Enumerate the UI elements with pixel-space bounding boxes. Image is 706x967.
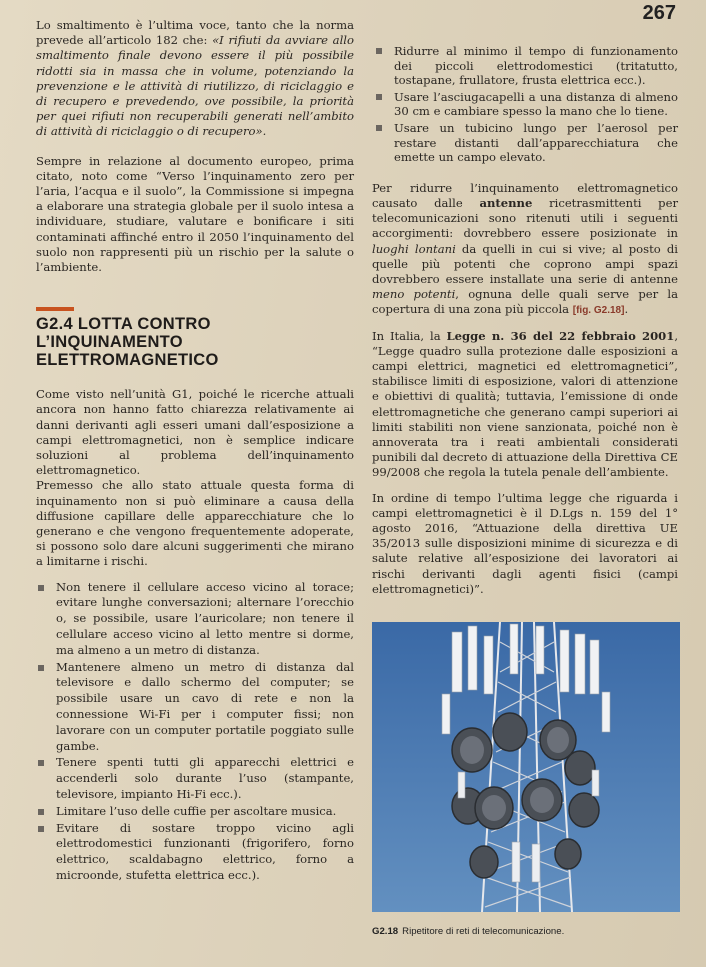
list-item-text: Usare l’asciugacapelli a una distanza di almeno 30 cm e cambiare spesso la mano che lo tiene.: [394, 89, 678, 119]
paragraph-waste-disposal: [36, 18, 354, 140]
section-title: [36, 315, 354, 369]
paragraph-premise: Premesso che allo stato attuale questa forma di inquinamento non si può eliminare a causa della diffusione capillare delle apparecchiature che lo generano e che vengono frequentemente adoperate, si possono solo dare alcuni suggerimenti che mirano a limitarne i rischi.: [36, 478, 354, 569]
list-item: [372, 90, 678, 119]
caption-text: Ripetitore di reti di telecomunicazione.: [402, 926, 565, 937]
emphasis-text: meno potenti: [372, 287, 456, 302]
paragraph-text: Per ridurre l’inquinamento elettromagnetico causato dalle: [372, 180, 678, 210]
list-item: [36, 755, 354, 802]
list-item-text: Tenere spenti tutti gli apparecchi elettrici e accenderli solo durante l’uso (stampante, televisore, impianto Hi-Fi ecc.).: [56, 755, 354, 802]
telecom-tower-photo: [372, 622, 680, 912]
keyword-antenne: antenne: [479, 195, 533, 210]
bullet-square-icon: [38, 760, 44, 766]
section-title-line: LOTTA CONTRO: [77, 315, 211, 334]
section-title-line: L’INQUINAMENTO: [36, 333, 183, 352]
paragraph-text: .: [624, 302, 629, 317]
list-item: [36, 660, 354, 755]
page-number: 267: [642, 2, 676, 24]
bullet-square-icon: [38, 809, 44, 815]
list-item: [36, 804, 354, 820]
paragraph-antennas: [372, 181, 678, 319]
list-item-text: Evitare di sostare troppo vicino agli elettrodomestici funzionanti (frigorifero, forno elettrico, scaldabagno elettrico, forno a microonde, stufetta elettrica ecc.).: [56, 820, 354, 883]
figure-caption: [372, 926, 692, 937]
section-title-line: ELETTROMAGNETICO: [36, 351, 219, 370]
paragraph-soil-strategy: Sempre in relazione al documento europeo, prima citato, noto come “Verso l’inquinamento zero per l’aria, l’acqua e il suolo”, la Commissione si impegna a elaborare una strategia globale per il suolo intesa a individuare, studiare, valutare e bonificare i siti contaminati affinché entro il 2050 l’inquinamento del suolo non rappresenti più un rischio per la salute o l’ambiente.: [36, 153, 354, 275]
paragraph-dlgs-2016: In ordine di tempo l’ultima legge che riguarda i campi elettromagnetici è il D.Lgs n. 159 del 1° agosto 2016, “Attuazione della direttiva UE 35/2013 sulle disposizioni minime di sicurezza e di salute relative all’esposizione dei lavoratori ai rischi derivanti dagli agenti fisici (campi elettromagnetici)”.: [372, 490, 678, 596]
paragraph-text: Lo smaltimento è l’ultima voce, tanto che la norma prevede all’articolo 182 che:: [36, 18, 354, 48]
list-item-text: Mantenere almeno un metro di distanza dal televisore e dallo schermo del computer; se possibile usare un cavo di rete e non la connessione Wi-Fi per i computer fissi; non lavorare con un computer portatile poggiato sulle gambe.: [56, 659, 354, 753]
list-item: [36, 580, 354, 659]
figure-reference-link[interactable]: [fig. G2.18]: [572, 305, 625, 317]
list-item-text: Non tenere il cellulare acceso vicino al torace; evitare lunghe conversazioni; alternare l’orecchio o, se possibile, usare l’auricolare; non tenere il cellulare acceso vicino al letto mentre si dorme, ma almeno a un metro di distanza.: [56, 579, 354, 657]
bullet-square-icon: [38, 665, 44, 671]
paragraph-text: ricetrasmittenti per telecomunicazioni sono ritenuti utili i seguenti accorgimenti: dovrebbero essere posizionate in: [372, 195, 679, 241]
heading-accent-bar: [36, 307, 74, 311]
emphasis-text: luoghi lontani: [372, 241, 456, 256]
law-quote: «I rifiuti da avviare allo smaltimento finale devono essere il più possibile ridotti sia in massa che in volume, potenziando la prevenzione e le attività di riutilizzo, di riciclaggio e di recupero e prevedendo, ove possibile, la priorità per quei rifiuti non recuperabili generati nell’ambito di attività di riciclaggio o di recupero».: [36, 33, 354, 139]
list-item-text: Ridurre al minimo il tempo di funzionamento dei piccoli elettrodomestici (tritatutto, tostapane, frullatore, frusta elettrica ecc.).: [394, 44, 678, 88]
bullet-square-icon: [38, 826, 44, 832]
list-item-text: Usare un tubicino lungo per l’aerosol per restare distanti dall’apparecchiatura che emette un campo elevato.: [394, 120, 678, 165]
paragraph-text: , ognuna delle quali serve per la copertura di una zona più piccola: [372, 287, 678, 317]
paragraph-text: , “Legge quadro sulla protezione dalle esposizioni a campi elettrici, magnetici ed elettromagnetici”, stabilisce limiti di esposizione, valori di attenzione e obiettivi di qualità; tuttavia, l’emissione di onde elettromagnetiche che generano campi superiori ai limiti stabiliti non viene sanzionata, poiché non è annoverata tra i reati ambientali considerati punibili dal decreto di attuazione della Direttiva CE 99/2008 che regola la tutela penale dell’ambiente.: [372, 328, 679, 480]
telecom-tower-illustration: [372, 622, 680, 912]
caption-number: G2.18: [372, 926, 399, 937]
list-item: [372, 44, 678, 88]
left-column: [36, 18, 354, 885]
bullet-square-icon: [38, 585, 44, 591]
section-number: G2.4: [36, 315, 73, 334]
bullet-square-icon: [376, 48, 382, 54]
right-column: [372, 44, 678, 597]
list-item: [36, 821, 354, 884]
paragraph-text: da quelli in cui si vive; al posto di quelle più potenti che coprono ampi spazi dovrebbero essere installate una serie di antenne: [372, 241, 678, 286]
list-item: [372, 121, 678, 165]
advice-list: [36, 580, 354, 884]
paragraph-intro: Come visto nell’unità G1, poiché le ricerche attuali ancora non hanno fatto chiarezza relativamente ai danni derivanti agli esseri umani dall’esposizione a campi elettromagnetici, non è semplice indicare soluzioni al problema dell’inquinamento elettromagnetico.: [36, 387, 354, 478]
paragraph-text: In Italia, la: [372, 328, 447, 343]
list-item-text: Limitare l’uso delle cuffie per ascoltare musica.: [56, 803, 337, 818]
bullet-square-icon: [376, 94, 382, 100]
advice-list-continued: [372, 44, 678, 165]
bullet-square-icon: [376, 125, 382, 131]
keyword-law: Legge n. 36 del 22 febbraio 2001: [446, 328, 675, 343]
section-heading: [36, 307, 354, 369]
paragraph-italian-law: [372, 329, 678, 481]
